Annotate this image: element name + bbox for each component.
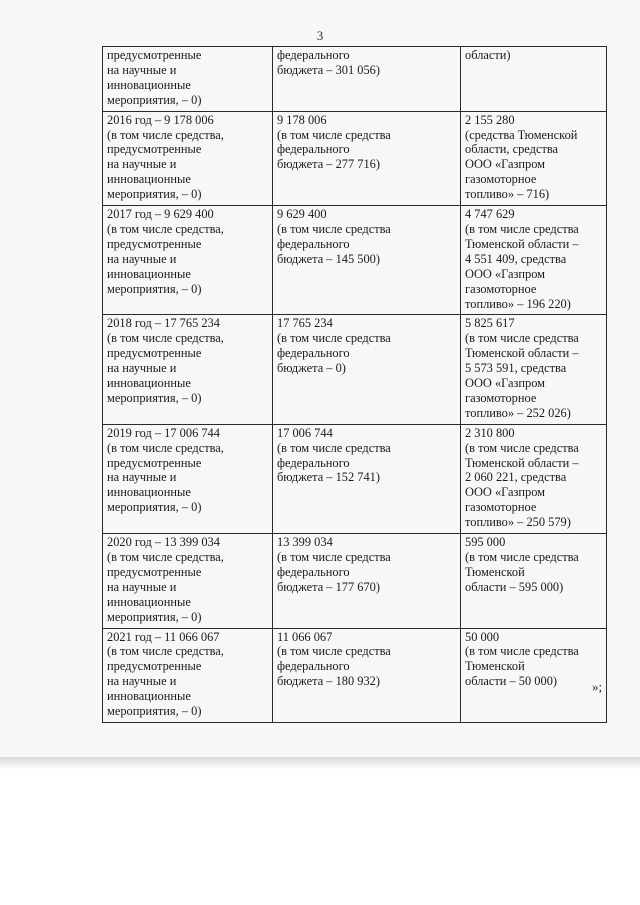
table-cell-federal: 17 006 744 (в том числе средства федерального бюджета – 152 741)	[273, 424, 461, 533]
table-cell-federal: 9 178 006 (в том числе средства федерального бюджета – 277 716)	[273, 111, 461, 205]
page-number: 3	[316, 28, 324, 43]
scan-edge-shadow	[0, 757, 640, 769]
table-row	[103, 111, 607, 205]
table-row	[103, 47, 607, 112]
table-cell-period: 2017 год – 9 629 400 (в том числе средства, предусмотренные на научные и инновационные мероприятия, – 0)	[103, 206, 273, 315]
table-cell-federal: 11 066 067 (в том числе средства федерального бюджета – 180 932)	[273, 628, 461, 722]
table-cell-period: 2018 год – 17 765 234 (в том числе средства, предусмотренные на научные и инновационные мероприятия, – 0)	[103, 315, 273, 424]
table-cell-period: 2019 год – 17 006 744 (в том числе средства, предусмотренные на научные и инновационные мероприятия, – 0)	[103, 424, 273, 533]
table-cell-federal: 9 629 400 (в том числе средства федерального бюджета – 145 500)	[273, 206, 461, 315]
table-cell-other: 2 155 280 (средства Тюменской области, средства ООО «Газпром газомоторное топливо» – 716)	[461, 111, 607, 205]
table-cell-period: 2021 год – 11 066 067 (в том числе средства, предусмотренные на научные и инновационные мероприятия, – 0)	[103, 628, 273, 722]
table-cell-other: области)	[461, 47, 607, 112]
table-row	[103, 206, 607, 315]
funding-table	[102, 46, 607, 723]
table-row	[103, 315, 607, 424]
table-cell-other: 50 000 (в том числе средства Тюменской области – 50 000)	[461, 628, 607, 722]
table-cell-other: 2 310 800 (в том числе средства Тюменской области – 2 060 221, средства ООО «Газпром газомоторное топливо» – 250 579)	[461, 424, 607, 533]
table-cell-period: 2016 год – 9 178 006 (в том числе средства, предусмотренные на научные и инновационные мероприятия, – 0)	[103, 111, 273, 205]
table-cell-federal: федерального бюджета – 301 056)	[273, 47, 461, 112]
table-row	[103, 628, 607, 722]
table-cell-other: 4 747 629 (в том числе средства Тюменской области – 4 551 409, средства ООО «Газпром газомоторное топливо» – 196 220)	[461, 206, 607, 315]
table-row	[103, 424, 607, 533]
table-cell-other: 595 000 (в том числе средства Тюменской области – 595 000)	[461, 534, 607, 628]
closing-quote-mark: »;	[592, 679, 603, 694]
table-cell-other: 5 825 617 (в том числе средства Тюменской области – 5 573 591, средства ООО «Газпром газомоторное топливо» – 252 026)	[461, 315, 607, 424]
table-row	[103, 534, 607, 628]
table-cell-period: 2020 год – 13 399 034 (в том числе средства, предусмотренные на научные и инновационные мероприятия, – 0)	[103, 534, 273, 628]
table-cell-period: предусмотренные на научные и инновационные мероприятия, – 0)	[103, 47, 273, 112]
table-cell-federal: 17 765 234 (в том числе средства федерального бюджета – 0)	[273, 315, 461, 424]
table-cell-federal: 13 399 034 (в том числе средства федерального бюджета – 177 670)	[273, 534, 461, 628]
